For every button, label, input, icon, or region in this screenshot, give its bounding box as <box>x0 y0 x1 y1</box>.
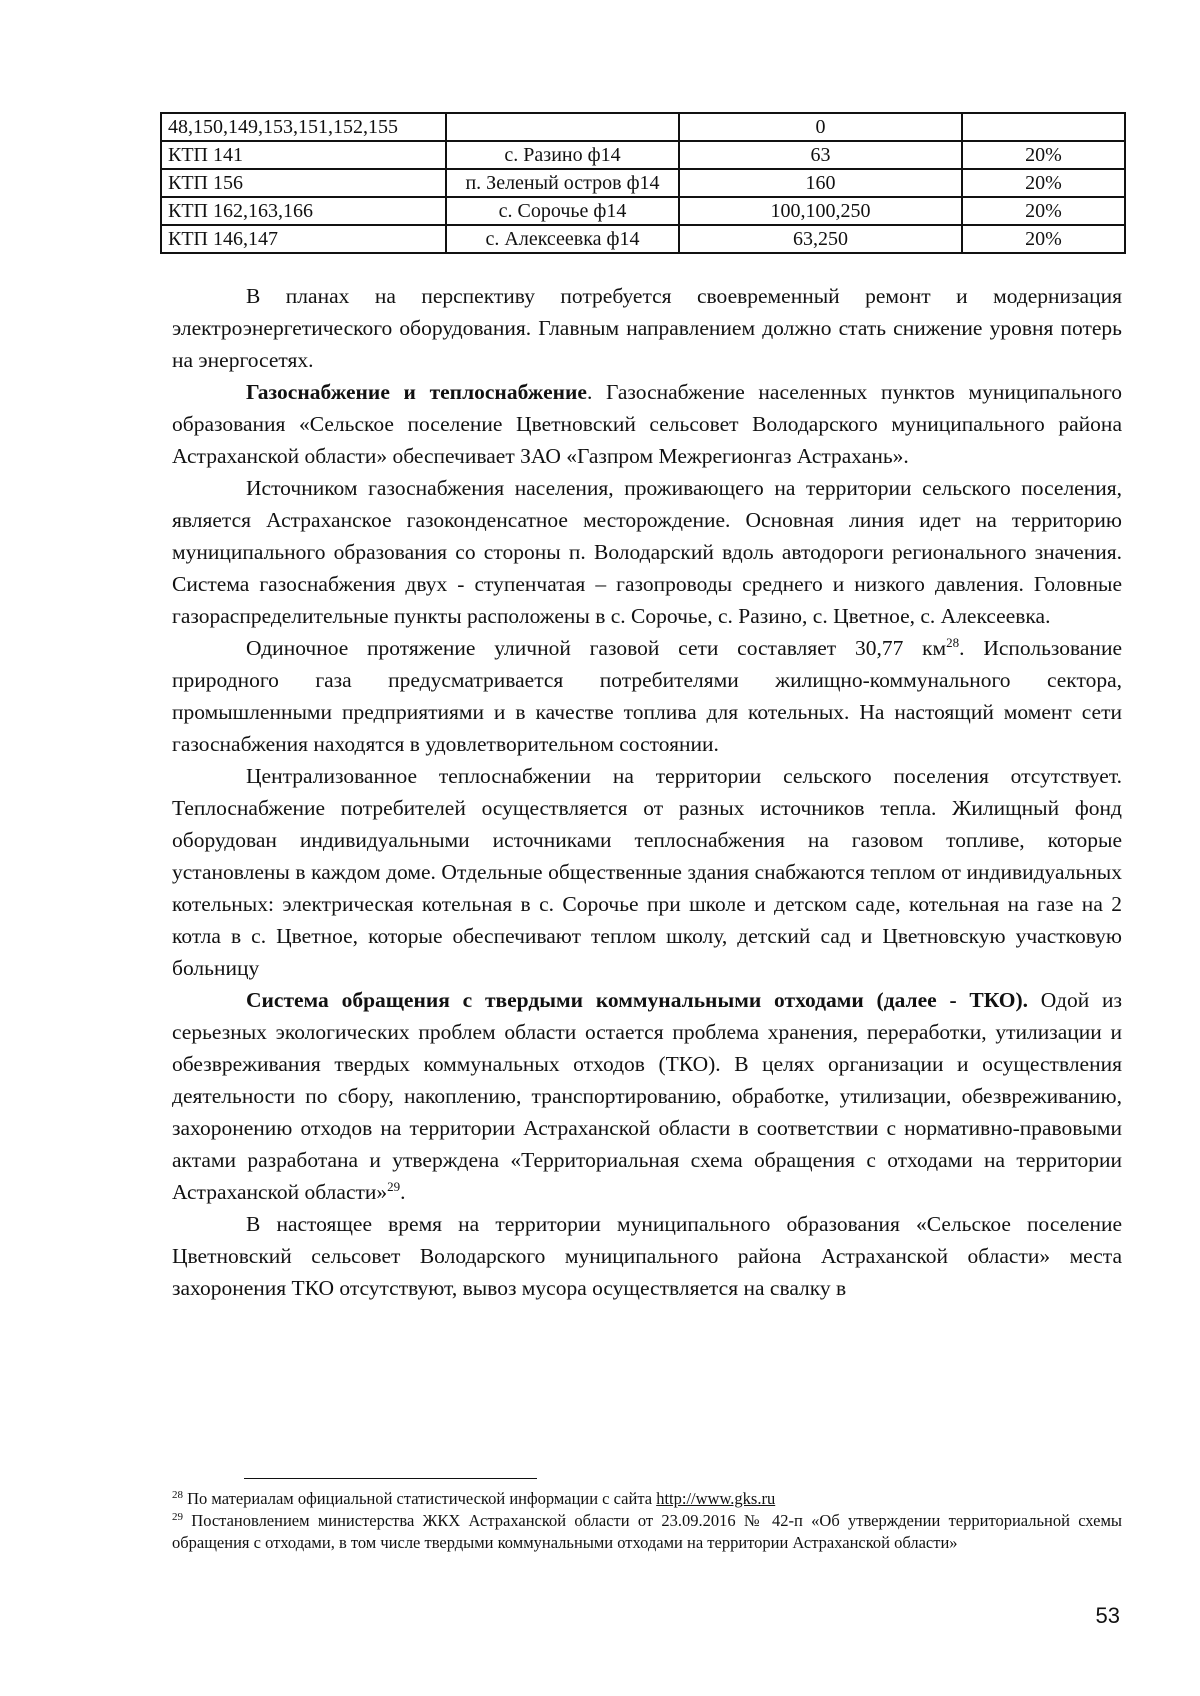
section-heading-waste: Система обращения с твердыми коммунальными отходами (далее - ТКО). <box>246 988 1029 1012</box>
table-cell: 63 <box>679 141 962 169</box>
table-cell: КТП 146,147 <box>161 225 446 253</box>
footnotes <box>172 1488 1122 1554</box>
paragraph-text: . Использование природного газа предусматривается потребителями жилищно-коммунального сектора, промышленными предприятиями и в качестве топлива для котельных. На настоящий момент сети газоснабжения находятся в удовлетворительном состоянии. <box>172 636 1122 756</box>
footnote-text: Постановлением министерства ЖКХ Астраханской области от 23.09.2016 № 42-п «Об утверждении территориальной схемы обращения с отходами, в том числе твердыми коммунальными отходами на территории Астраханской области» <box>172 1511 1122 1552</box>
table-cell: с. Алексеевка ф14 <box>446 225 679 253</box>
table-cell: 63,250 <box>679 225 962 253</box>
body-text <box>172 280 1122 1304</box>
table-cell: 20% <box>962 197 1125 225</box>
table-cell: КТП 162,163,166 <box>161 197 446 225</box>
paragraph-text: Одой из серьезных экологических проблем области остается проблема хранения, переработки, утилизации и обезвреживания твердых коммунальных отходов (ТКО). В целях организации и осуществления деятельности по сбору, накоплению, транспортированию, обработке, утилизации, обезвреживанию, захоронению отходов на территории Астраханской области в соответствии с нормативно-правовыми актами разработана и утверждена «Территориальная схема обращения с отходами на территории Астраханской области» <box>172 988 1123 1204</box>
section-heading-gas-heat: Газоснабжение и теплоснабжение <box>246 380 587 404</box>
paragraph-waste-current: В настоящее время на территории муниципального образования «Сельское поселение Цветновский сельсовет Володарского муниципального района Астраханской области» места захоронения ТКО отсутствуют, вывоз мусора осуществляется на свалку в <box>172 1212 1122 1300</box>
paragraph-power-plans: В планах на перспективу потребуется своевременный ремонт и модернизация электроэнергетического оборудования. Главным направлением должно стать снижение уровня потерь на энергосетях. <box>172 284 1122 372</box>
table-cell: 20% <box>962 225 1125 253</box>
table-row <box>161 141 1125 169</box>
footnote-number: 28 <box>172 1489 183 1501</box>
table-cell <box>446 113 679 141</box>
table-cell: 20% <box>962 141 1125 169</box>
table-cell: 48,150,149,153,151,152,155 <box>161 113 446 141</box>
table-cell: 0 <box>679 113 962 141</box>
table-row <box>161 225 1125 253</box>
footnote-ref-28[interactable]: 28 <box>946 635 960 650</box>
footnote-ref-29[interactable]: 29 <box>387 1179 401 1194</box>
table-row <box>161 113 1125 141</box>
paragraph-text: Одиночное протяжение уличной газовой сети составляет 30,77 км <box>246 636 947 660</box>
footnote-29 <box>172 1510 1122 1554</box>
paragraph-text: . Газоснабжение населенных пунктов муниципального образования «Сельское поселение Цветновский сельсовет Володарского муниципального района Астраханской области» обеспечивает ЗАО «Газпром Межрегионгаз Астрахань». <box>172 380 1122 468</box>
footnote-link[interactable]: http://www.gks.ru <box>656 1489 776 1508</box>
paragraph-heating: Централизованное теплоснабжении на территории сельского поселения отсутствует. Теплоснабжение потребителей осуществляется от разных источников тепла. Жилищный фонд оборудован индивидуальными источниками теплоснабжения на газовом топливе, которые установлены в каждом доме. Отдельные общественные здания снабжаются теплом от индивидуальных котельных: электрическая котельная в с. Сорочье при школе и детском саде, котельная на газе на 2 котла в с. Цветное, которые обеспечивают теплом школу, детский сад и Цветновскую участковую больницу <box>172 764 1122 980</box>
table-cell: с. Разино ф14 <box>446 141 679 169</box>
paragraph-gas-network <box>172 632 1122 760</box>
paragraph-waste-intro <box>172 984 1122 1208</box>
paragraph-gas-source: Источником газоснабжения населения, проживающего на территории сельского поселения, является Астраханское газоконденсатное месторождение. Основная линия идет на территорию муниципального образования со стороны п. Володарский вдоль автодороги регионального значения. Система газоснабжения двух - ступенчатая – газопроводы среднего и низкого давления. Головные газораспределительные пункты расположены в с. Сорочье, с. Разино, с. Цветное, с. Алексеевка. <box>172 476 1122 628</box>
paragraph-gas-heat-intro <box>172 376 1122 472</box>
table-row <box>161 169 1125 197</box>
table-cell <box>962 113 1125 141</box>
table-cell: КТП 141 <box>161 141 446 169</box>
footnote-number: 29 <box>172 1511 183 1523</box>
table-cell: 20% <box>962 169 1125 197</box>
footnote-text: По материалам официальной статистической информации с сайта <box>183 1489 657 1508</box>
footnote-28 <box>172 1488 1122 1510</box>
footnote-separator <box>244 1478 537 1479</box>
table-cell: 100,100,250 <box>679 197 962 225</box>
page-number: 53 <box>1095 1603 1120 1628</box>
table-row <box>161 197 1125 225</box>
table-cell: с. Сорочье ф14 <box>446 197 679 225</box>
paragraph-text: . <box>400 1180 406 1204</box>
table-cell: п. Зеленый остров ф14 <box>446 169 679 197</box>
table-body <box>161 113 1125 253</box>
table-cell: КТП 156 <box>161 169 446 197</box>
table-cell: 160 <box>679 169 962 197</box>
substations-table <box>160 112 1126 254</box>
